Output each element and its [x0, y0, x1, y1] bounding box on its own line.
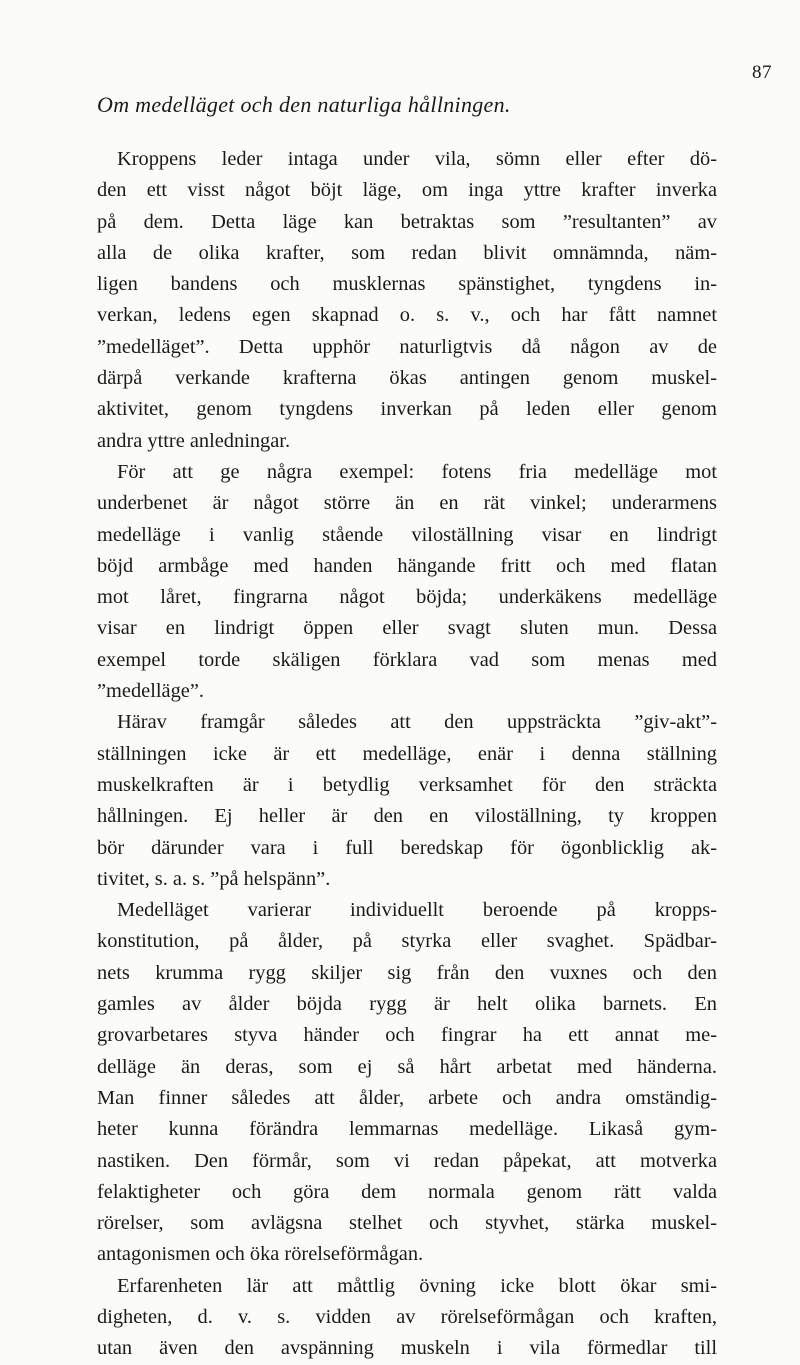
text-line: ”medelläget”. Detta upphör naturligtvis då någon av de	[97, 335, 717, 358]
text-line: medelläge i vanlig stående viloställning visar en lindrigt	[97, 523, 717, 546]
text-line: den ett visst något böjt läge, om inga yttre krafter inverka	[97, 179, 717, 202]
text-line: visar en lindrigt öppen eller svagt sluten mun. Dessa	[97, 617, 717, 640]
text-line: digheten, d. v. s. vidden av rörelseförmågan och kraften,	[97, 1305, 717, 1328]
text-line: heter kunna förändra lemmarnas medelläge. Likaså gym-	[97, 1118, 717, 1141]
text-line: delläge än deras, som ej så hårt arbetat med händerna.	[97, 1055, 717, 1078]
text-line: bör därunder vara i full beredskap för ögonblicklig ak-	[97, 836, 717, 859]
text-line: verkan, ledens egen skapnad o. s. v., och har fått namnet	[97, 304, 717, 327]
text-line: tivitet, s. a. s. ”på helspänn”.	[97, 867, 331, 890]
text-line: nastiken. Den förmår, som vi redan påpekat, att motverka	[97, 1149, 717, 1172]
text-line: mot låret, fingrarna något böjda; underkäkens medelläge	[97, 586, 717, 609]
text-line: ligen bandens och musklernas spänstighet, tyngdens in-	[97, 273, 717, 296]
text-line: hållningen. Ej heller är den en viloställning, ty kroppen	[97, 805, 717, 828]
text-line: Man finner således att ålder, arbete och andra omständig-	[97, 1086, 717, 1109]
text-line: För att ge några exempel: fotens fria medelläge mot	[117, 460, 717, 483]
text-line: grovarbetares styva händer och fingrar ha ett annat me-	[97, 1024, 717, 1047]
text-line: rörelser, som avlägsna stelhet och styvhet, stärka muskel-	[97, 1212, 717, 1235]
text-line: muskelkraften är i betydlig verksamhet för den sträckta	[97, 773, 717, 796]
body-text	[97, 144, 717, 1365]
text-line: felaktigheter och göra dem normala genom rätt valda	[97, 1180, 717, 1203]
text-line: nets krumma rygg skiljer sig från den vuxnes och den	[97, 961, 717, 984]
text-line: utan även den avspänning muskeln i vila förmedlar till	[97, 1337, 717, 1360]
text-line: på dem. Detta läge kan betraktas som ”resultanten” av	[97, 210, 717, 233]
text-line: aktivitet, genom tyngdens inverkan på leden eller genom	[97, 398, 717, 421]
text-line: exempel torde skäligen förklara vad som menas med	[97, 648, 717, 671]
text-line: därpå verkande krafterna ökas antingen genom muskel-	[97, 367, 717, 390]
text-line: Erfarenheten lär att måttlig övning icke blott ökar smi-	[117, 1274, 717, 1297]
text-line: ”medelläge”.	[97, 680, 204, 703]
text-line: underbenet är något större än en rät vinkel; underarmens	[97, 492, 717, 515]
text-line: Medelläget varierar individuellt beroende på kropps-	[117, 899, 717, 922]
text-line: Kroppens leder intaga under vila, sömn eller efter dö-	[117, 148, 717, 170]
text-line: andra yttre anledningar.	[97, 429, 291, 452]
text-line: antagonismen och öka rörelseförmågan.	[97, 1243, 424, 1266]
text-line: gamles av ålder böjda rygg är helt olika barnets. En	[97, 993, 717, 1016]
text-line: Härav framgår således att den uppsträckta ”giv-akt”-	[117, 711, 717, 734]
text-line: böjd armbåge med handen hängande fritt och med flatan	[97, 554, 717, 577]
text-line: alla de olika krafter, som redan blivit omnämnda, näm-	[97, 241, 717, 264]
section-heading: Om medelläget och den naturliga hållningen.	[97, 92, 511, 117]
text-line: konstitution, på ålder, på styrka eller svaghet. Spädbar-	[97, 930, 717, 953]
text-line: ställningen icke är ett medelläge, enär i denna ställning	[97, 742, 717, 765]
page-number: 87	[752, 62, 772, 83]
